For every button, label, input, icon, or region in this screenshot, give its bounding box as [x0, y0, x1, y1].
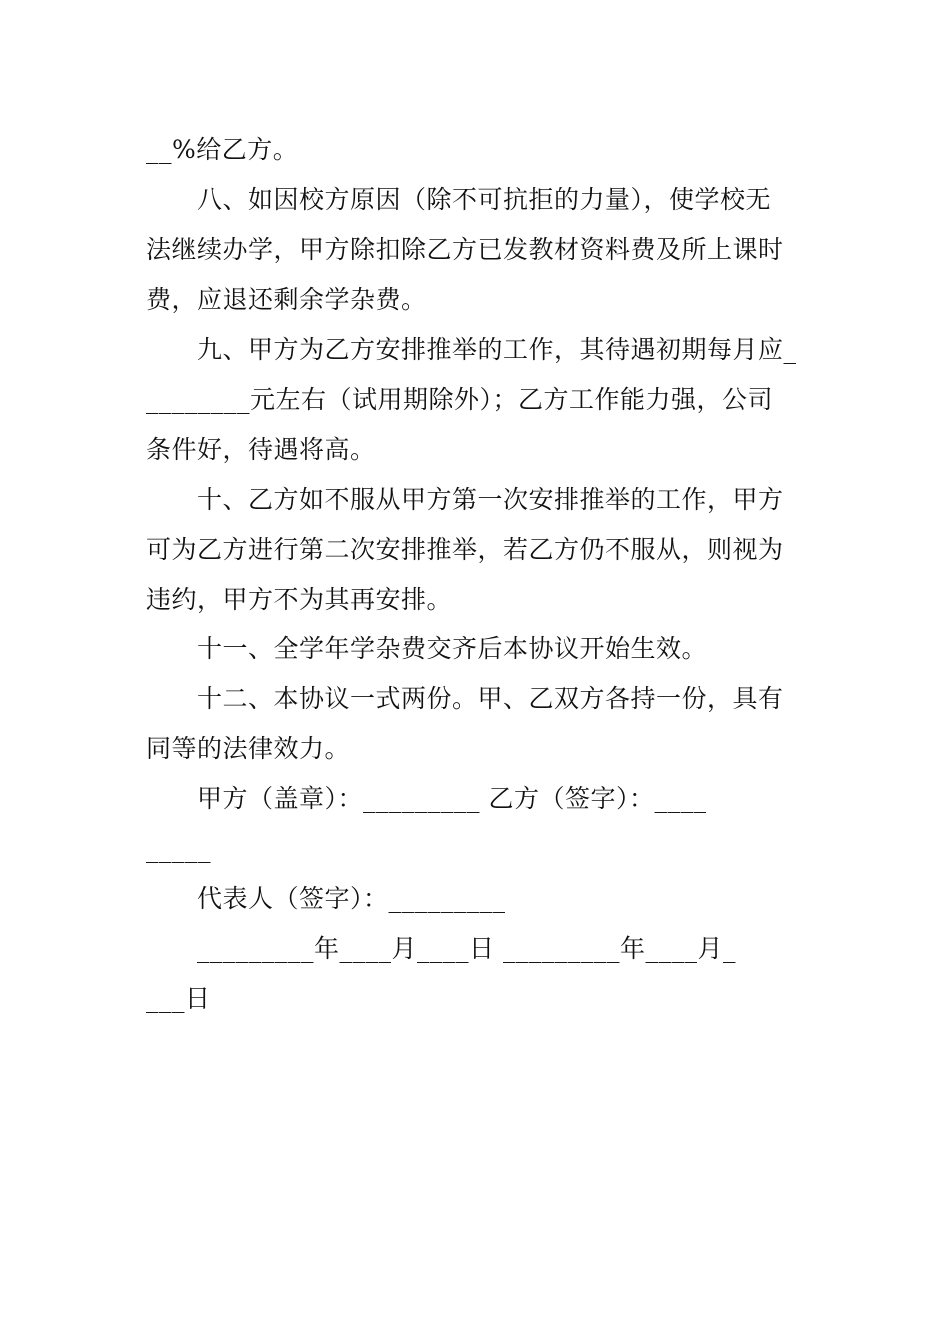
clause-9-line-1: 九、甲方为乙方安排推举的工作，其待遇初期每月应_ [197, 335, 797, 364]
clause-8-line-3: 费，应退还剩余学杂费。 [146, 285, 427, 314]
text-line: __%给乙方。 [146, 135, 299, 164]
clause-10-line-2: 可为乙方进行第二次安排推举，若乙方仍不服从，则视为 [146, 535, 784, 564]
clause-9-line-3: 条件好，待遇将高。 [146, 435, 376, 464]
date-line-continuation: ___日 [146, 984, 211, 1013]
date-line: _________年____月____日 _________年____月_ [197, 934, 736, 963]
representative-signature-line: 代表人（签字）：_________ [197, 884, 506, 913]
clause-9-line-2: ________元左右（试用期除外）；乙方工作能力强，公司 [146, 385, 774, 414]
clause-10-line-3: 违约，甲方不为其再安排。 [146, 585, 453, 614]
clause-12-line-1: 十二、本协议一式两份。甲、乙双方各持一份，具有 [197, 684, 784, 713]
signature-line-continuation: _____ [146, 834, 211, 863]
clause-8-line-2: 法继续办学，甲方除扣除乙方已发教材资料费及所上课时 [146, 235, 784, 264]
clause-11-line-1: 十一、全学年学杂费交齐后本协议开始生效。 [197, 634, 708, 663]
clause-10-line-1: 十、乙方如不服从甲方第一次安排推举的工作，甲方 [197, 485, 784, 514]
clause-12-line-2: 同等的法律效力。 [146, 734, 351, 763]
signature-line-parties: 甲方（盖章）：_________ 乙方（签字）：____ [197, 784, 707, 813]
clause-8-line-1: 八、如因校方原因（除不可抗拒的力量），使学校无 [197, 185, 772, 214]
